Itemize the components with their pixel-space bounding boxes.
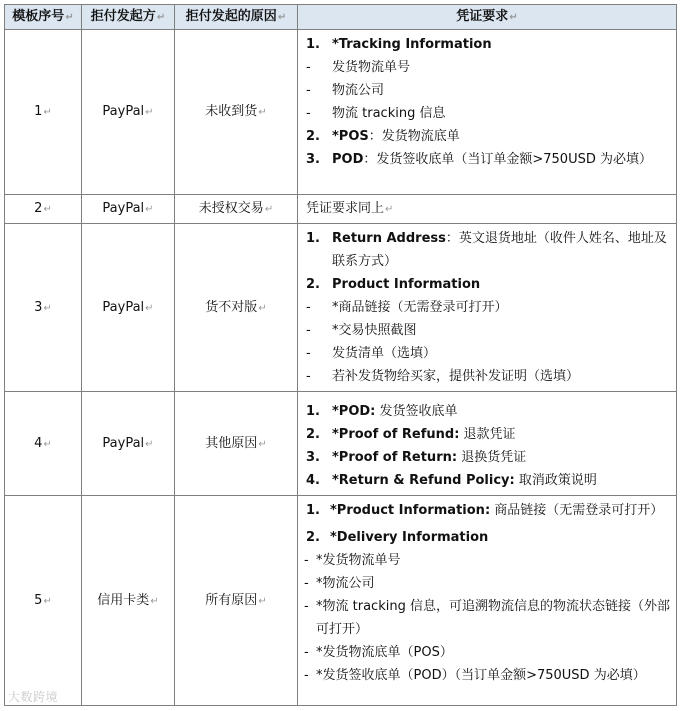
initiator-cell: PayPal↵ (82, 195, 175, 224)
list-item: 2. Product Information (306, 277, 481, 292)
list-item: - *商品链接（无需登录可打开） (306, 300, 508, 315)
list-item: - *发货签收底单（POD）（当订单金额>750USD 为必填） (304, 668, 646, 683)
header-requirements: 凭证要求↵ (298, 5, 677, 30)
list-item: 2. *Delivery Information (306, 530, 489, 545)
reason-cell: 未收到货↵ (175, 30, 298, 195)
requirements-cell (298, 30, 677, 195)
header-row (5, 5, 677, 30)
requirements-cell (298, 224, 677, 392)
table-row (5, 392, 677, 496)
header-template-number: 模板序号↵ (5, 5, 82, 30)
list-item: - *交易快照截图 (306, 323, 417, 338)
list-item: 3. POD：发货签收底单（当订单金额>750USD 为必填） (306, 152, 652, 167)
list-item: 1. *POD: 发货签收底单 (306, 404, 458, 419)
template-number-cell: 5↵ (5, 496, 82, 706)
reason-cell: 所有原因↵ (175, 496, 298, 706)
list-item: 1. *Tracking Information (306, 37, 492, 52)
initiator-cell: PayPal↵ (82, 30, 175, 195)
list-item: 3. *Proof of Return: 退换货凭证 (306, 450, 527, 465)
list-item: - *发货物流单号 (304, 553, 401, 568)
template-number-cell: 2↵ (5, 195, 82, 224)
header-reason: 拒付发起的原因↵ (175, 5, 298, 30)
list-item: - 物流 tracking 信息 (306, 106, 446, 121)
list-item: - 若补发货物给买家，提供补发证明（选填） (306, 369, 580, 384)
reason-cell: 其他原因↵ (175, 392, 298, 496)
list-item: 4. *Return & Refund Policy: 取消政策说明 (306, 473, 597, 488)
table-row (5, 224, 677, 392)
requirements-cell (298, 496, 677, 706)
requirements-cell (298, 392, 677, 496)
watermark: 大数跨境 (8, 690, 59, 704)
template-number-cell: 4↵ (5, 392, 82, 496)
list-item: - 发货清单（选填） (306, 346, 437, 361)
list-item: 2. *POS：发货物流底单 (306, 129, 460, 144)
list-item: - *发货物流底单（POS） (304, 645, 453, 660)
voucher-requirements-table (4, 4, 677, 706)
list-item: 1. *Product Information: 商品链接（无需登录可打开） (306, 503, 664, 518)
template-number-cell: 3↵ (5, 224, 82, 392)
initiator-cell: PayPal↵ (82, 392, 175, 496)
header-initiator: 拒付发起方↵ (82, 5, 175, 30)
list-item: - 发货物流单号 (306, 60, 411, 75)
list-item: - *物流公司 (304, 576, 375, 591)
table-row (5, 30, 677, 195)
list-item: - 物流公司 (306, 83, 385, 98)
list-item: - *物流 tracking 信息，可追溯物流信息的物流状态链接（外部可打开） (304, 599, 670, 637)
table-row (5, 496, 677, 706)
table-row (5, 195, 677, 224)
reason-cell: 货不对版↵ (175, 224, 298, 392)
initiator-cell: PayPal↵ (82, 224, 175, 392)
initiator-cell: 信用卡类↵ (82, 496, 175, 706)
list-item: 2. *Proof of Refund: 退款凭证 (306, 427, 516, 442)
template-number-cell: 1↵ (5, 30, 82, 195)
reason-cell: 未授权交易↵ (175, 195, 298, 224)
list-item: 1. Return Address：英文退货地址（收件人姓名、地址及联系方式） (306, 231, 667, 269)
requirements-cell: 凭证要求同上↵ (298, 195, 677, 224)
